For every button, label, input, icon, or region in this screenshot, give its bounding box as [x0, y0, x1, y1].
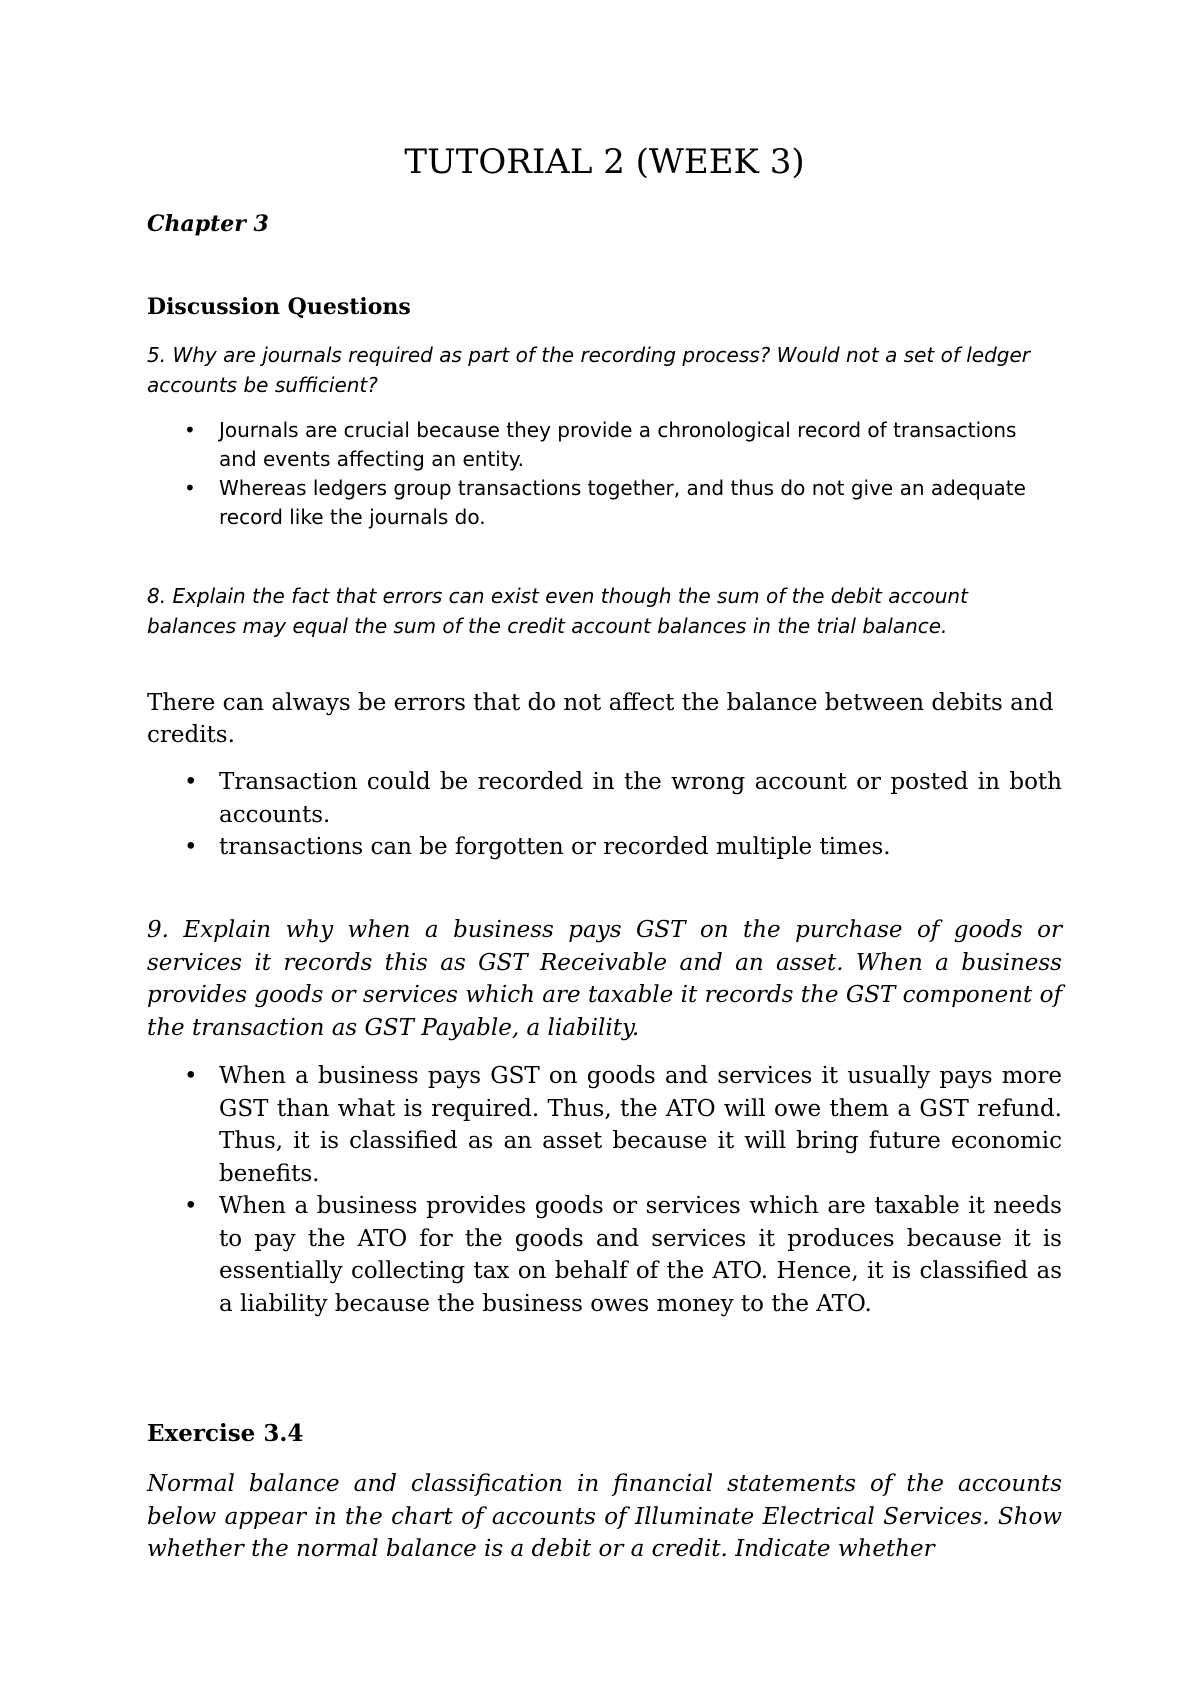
bullet-icon: •	[184, 476, 196, 500]
bullet-text: Whereas ledgers group transactions together, and thus do not give an adequate record like the journals do.	[219, 476, 1026, 529]
exercise-heading: Exercise 3.4	[147, 1420, 304, 1447]
discussion-heading: Discussion Questions	[147, 294, 411, 320]
list-item	[147, 766, 1062, 831]
question-8: 8. Explain the fact that errors can exist even though the sum of the debit account balances may equal the sum of the credit account balances in the trial balance.	[147, 584, 968, 638]
bullet-icon: •	[184, 769, 198, 795]
question-5: 5. Why are journals required as part of the recording process? Would not a set of ledger accounts be sufficient?	[147, 343, 1031, 397]
question-9-answers	[147, 1060, 1062, 1320]
list-item	[147, 831, 1062, 864]
bullet-icon: •	[184, 418, 196, 442]
question-9: 9. Explain why when a business pays GST on the purchase of goods or services it records this as GST Receivable and an asset. When a business provides goods or services which are taxable it records the GST component of the transaction as GST Payable, a liability.	[147, 917, 1062, 1041]
bullet-text: When a business pays GST on goods and services it usually pays more GST than what is required. Thus, the ATO will owe them a GST refund. Thus, it is classified as an asset because it will bring future economic benefits.	[219, 1063, 1062, 1187]
bullet-text: Journals are crucial because they provide a chronological record of transactions and events affecting an entity.	[219, 418, 1017, 471]
bullet-icon: •	[184, 1193, 198, 1219]
bullet-text: When a business provides goods or services which are taxable it needs to pay the ATO for the goods and services it produces because it is essentially collecting tax on behalf of the ATO. Hence, it is classified as a liability because the business owes money to the ATO.	[219, 1193, 1062, 1317]
question-8-answers	[147, 766, 1062, 864]
question-8-answer: There can always be errors that do not affect the balance between debits and credits.	[147, 690, 1054, 748]
page-title: TUTORIAL 2 (WEEK 3)	[404, 142, 805, 182]
list-item	[147, 474, 1052, 532]
list-item	[147, 1060, 1062, 1190]
bullet-icon: •	[184, 1063, 198, 1089]
list-item	[147, 1190, 1062, 1320]
list-item	[147, 416, 1052, 474]
question-5-answers	[147, 416, 1052, 532]
bullet-icon: •	[184, 834, 198, 860]
exercise-text: Normal balance and classification in financial statements of the accounts below appear in the chart of accounts of Illuminate Electrical Services. Show whether the normal balance is a debit or a credit. Indicate whether	[147, 1471, 1062, 1562]
bullet-text: transactions can be forgotten or recorded multiple times.	[219, 834, 891, 860]
bullet-text: Transaction could be recorded in the wrong account or posted in both accounts.	[219, 769, 1062, 828]
chapter-label: Chapter 3	[147, 211, 269, 237]
